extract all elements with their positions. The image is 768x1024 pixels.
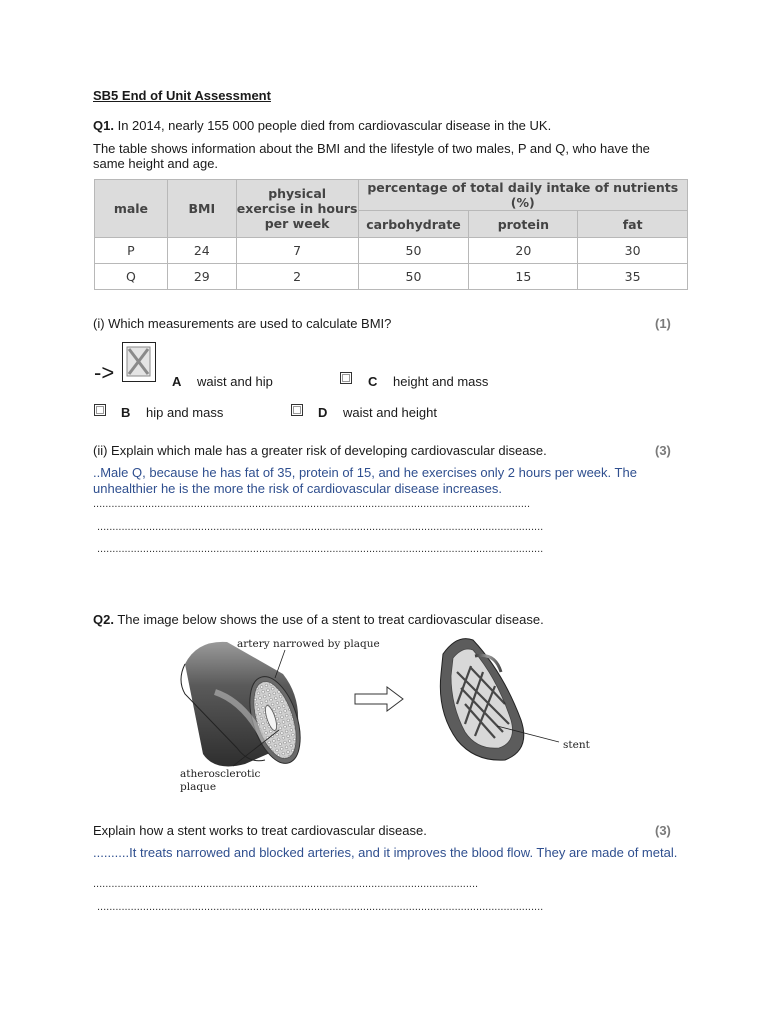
option-b-letter: B — [121, 405, 131, 420]
option-a-letter: A — [172, 374, 182, 389]
header-male: male — [95, 180, 168, 238]
answer-line: .................................................................................................................................................. — [97, 901, 544, 913]
header-bmi: BMI — [167, 180, 236, 238]
table-cell: 35 — [578, 264, 688, 290]
header-exercise: physical exercise in hours per week — [236, 180, 358, 238]
right-arrow-icon — [355, 687, 403, 711]
table-cell: 29 — [167, 264, 236, 290]
q1-part-ii-answer[interactable]: ..Male Q, because he has fat of 35, protein of 15, and he exercises only 2 hours per week. The unhealthier he is the more the risk of cardiovascular disease increases. — [93, 465, 637, 496]
q1-part-ii-marks: (3) — [655, 443, 671, 458]
q2-statement — [93, 612, 544, 627]
header-nutrients: percentage of total daily intake of nutrients (%) — [358, 180, 687, 211]
answer-line: .................................................................................................................................................. — [97, 543, 544, 555]
answer-line: .............................................................................................................................. — [93, 878, 479, 890]
q1-part-i-marks: (1) — [655, 316, 671, 331]
nutrition-table — [94, 179, 688, 290]
checkbox-d[interactable] — [291, 404, 303, 416]
table-cell: 24 — [167, 238, 236, 264]
option-c-text: height and mass — [393, 374, 489, 389]
q1-statement — [93, 118, 551, 133]
label-stent: stent — [563, 739, 590, 751]
subheader-carbohydrate: carbohydrate — [358, 211, 469, 238]
table-cell: 50 — [358, 238, 469, 264]
option-c-letter: C — [368, 374, 378, 389]
q2-label: Q2. — [93, 612, 114, 627]
answer-line: ............................................................................................................................................... — [93, 498, 531, 510]
checkbox-b[interactable] — [94, 404, 106, 416]
label-artery-narrowed: artery narrowed by plaque — [237, 638, 380, 650]
table-cell: P — [95, 238, 168, 264]
table-cell: 50 — [358, 264, 469, 290]
q1-intro: The table shows information about the BMI and the lifestyle of two males, P and Q, who have the same height and age. — [93, 141, 650, 171]
arrow-pointer: -> — [94, 360, 115, 385]
page-title: SB5 End of Unit Assessment — [93, 88, 271, 103]
table-cell: 7 — [236, 238, 358, 264]
stent-diagram — [175, 632, 595, 797]
q2-answer[interactable]: ..........It treats narrowed and blocked arteries, and it improves the blood flow. They are made of metal. — [93, 845, 678, 860]
option-d-text: waist and height — [343, 405, 437, 420]
table-row — [95, 264, 688, 290]
table-cell: 2 — [236, 264, 358, 290]
q1-part-i-question: (i) Which measurements are used to calculate BMI? — [93, 316, 392, 331]
cross-mark-icon — [123, 343, 154, 380]
option-d-letter: D — [318, 405, 328, 420]
subheader-protein: protein — [469, 211, 578, 238]
q2-question: Explain how a stent works to treat cardiovascular disease. — [93, 823, 427, 838]
answer-line: .................................................................................................................................................. — [97, 521, 544, 533]
label-plaque: plaque — [180, 781, 217, 793]
subheader-fat: fat — [578, 211, 688, 238]
label-atherosclerotic: atherosclerotic — [180, 768, 261, 780]
table-cell: 30 — [578, 238, 688, 264]
q2-marks: (3) — [655, 823, 671, 838]
table-cell: 20 — [469, 238, 578, 264]
checkbox-a-selected[interactable] — [122, 342, 156, 382]
option-b-text: hip and mass — [146, 405, 224, 420]
q1-text: In 2014, nearly 155 000 people died from cardiovascular disease in the UK. — [113, 118, 552, 133]
q1-part-ii-question: (ii) Explain which male has a greater risk of developing cardiovascular disease. — [93, 443, 547, 458]
table-row — [95, 238, 688, 264]
table-cell: Q — [95, 264, 168, 290]
option-a-text: waist and hip — [197, 374, 273, 389]
q1-label: Q1. — [93, 118, 114, 133]
q2-text: The image below shows the use of a stent to treat cardiovascular disease. — [113, 612, 544, 627]
stented-artery — [440, 639, 523, 761]
table-cell: 15 — [469, 264, 578, 290]
checkbox-c[interactable] — [340, 372, 352, 384]
narrowed-artery — [181, 642, 310, 770]
